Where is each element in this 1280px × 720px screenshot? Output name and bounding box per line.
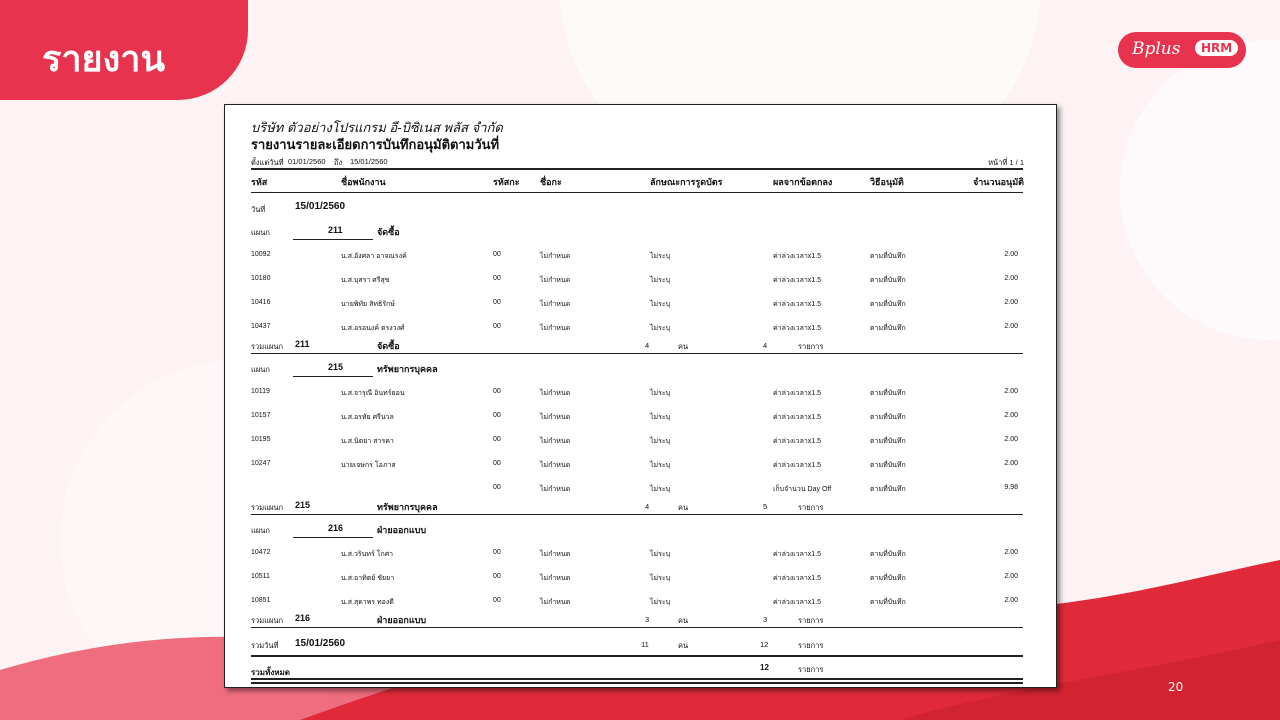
grand-rule-1: [251, 678, 1023, 680]
table-cell: ตามที่บันทึก: [870, 599, 906, 606]
dept-sum-items: 5: [763, 502, 768, 511]
column-header: ลักษณะการรูดบัตร: [650, 177, 723, 187]
logo-script-text: Bplus: [1132, 39, 1181, 59]
dept-sum-name: จัดซื้อ: [377, 341, 400, 351]
unit-person: คน: [678, 641, 689, 650]
column-header: วิธีอนุมัติ: [870, 177, 904, 187]
dept-label: แผนก: [251, 228, 270, 237]
table-cell: 00: [493, 251, 501, 258]
table-cell: ไม่ระบุ: [650, 325, 671, 332]
unit-item: รายการ: [798, 641, 824, 650]
table-cell: 2.00: [1004, 388, 1018, 395]
table-cell: ค่าล่วงเวลาx1.5: [773, 301, 822, 308]
table-cell: ตามที่บันทึก: [870, 325, 906, 332]
company-name: บริษัท ตัวอย่างโปรแกรม อี-บิซิเนส พลัส จำกัด: [251, 120, 503, 135]
table-cell: ตามที่บันทึก: [870, 462, 906, 469]
table-cell: นายเจษกร โอภาส: [341, 462, 396, 469]
table-cell: ไม่ระบุ: [650, 414, 671, 421]
column-header: จำนวนอนุมัติ: [972, 177, 1024, 187]
dept-sum-persons: 3: [645, 615, 650, 624]
table-cell: ค่าล่วงเวลาx1.5: [773, 390, 822, 397]
table-cell: น.ส.สุดาพร ทองดี: [341, 599, 394, 606]
unit-person: คน: [678, 342, 689, 351]
table-cell: น.ส.อังศลา อาจณรงค์: [341, 253, 407, 260]
dept-underline: [293, 537, 373, 538]
table-cell: ไม่กำหนด: [540, 301, 571, 308]
dept-sum-persons: 4: [645, 502, 650, 511]
table-cell: ไม่ระบุ: [650, 253, 671, 260]
table-cell: ไม่กำหนด: [540, 551, 571, 558]
table-cell: น.ส.วรินทร์ โกศา: [341, 551, 394, 558]
table-cell: ค่าล่วงเวลาx1.5: [773, 599, 822, 606]
table-cell: 10437: [251, 323, 271, 330]
table-cell: ค่าล่วงเวลาx1.5: [773, 575, 822, 582]
dept-sum-rule: [251, 627, 1023, 628]
table-cell: ค่าล่วงเวลาx1.5: [773, 325, 822, 332]
column-header: รหัสกะ: [493, 177, 520, 187]
dept-sum-items: 4: [763, 341, 768, 350]
logo-badge: HRM: [1195, 40, 1238, 56]
table-cell: 10119: [251, 388, 270, 395]
table-cell: 10195: [251, 436, 271, 443]
dept-sum-name: ฝ่ายออกแบบ: [377, 615, 427, 625]
date-label: วันที่: [251, 205, 266, 214]
table-cell: ค่าล่วงเวลาx1.5: [773, 414, 822, 421]
table-cell: น.ส.บุสรา ศรีสุข: [341, 277, 390, 284]
table-cell: ไม่กำหนด: [540, 277, 571, 284]
table-cell: 00: [493, 597, 501, 604]
column-header: ผลจากข้อตกลง: [773, 177, 833, 187]
table-cell: 00: [493, 412, 501, 419]
table-cell: 2.00: [1004, 573, 1018, 580]
report-title: รายงานรายละเอียดการบันทึกอนุมัติตามวันที่: [251, 137, 500, 152]
table-cell: น.ส.อรทัย ศรีนวล: [341, 414, 394, 421]
dept-underline: [293, 376, 373, 377]
grand-rule-2: [251, 682, 1023, 684]
table-cell: ไม่กำหนด: [540, 462, 571, 469]
table-cell: ไม่ระบุ: [650, 462, 671, 469]
dept-sum-code: 216: [295, 613, 311, 623]
grand-total-label: รวมทั้งหมด: [251, 668, 290, 677]
dept-code: 215: [328, 362, 344, 372]
table-cell: ตามที่บันทึก: [870, 575, 906, 582]
dept-name: จัดซื้อ: [377, 227, 400, 237]
table-cell: ไม่ระบุ: [650, 575, 671, 582]
unit-item: รายการ: [798, 616, 824, 625]
date-sum-rule: [251, 655, 1023, 657]
table-cell: ไม่กำหนด: [540, 599, 571, 606]
date-sum-items: 12: [760, 640, 769, 649]
dept-sum-items: 3: [763, 615, 768, 624]
table-cell: 00: [493, 436, 501, 443]
background-circle: [1120, 40, 1280, 340]
to-label: ถึง: [334, 158, 343, 167]
table-cell: น.ส.อรอนงค์ ตรงวงศ์: [341, 325, 405, 332]
table-cell: 00: [493, 275, 501, 282]
dept-sum-persons: 4: [645, 341, 650, 350]
table-cell: น.ส.อาทิตย์ ชัยยา: [341, 575, 395, 582]
table-cell: ไม่กำหนด: [540, 438, 571, 445]
table-cell: 10092: [251, 251, 271, 258]
dept-sum-rule: [251, 514, 1023, 515]
table-cell: ตามที่บันทึก: [870, 486, 906, 493]
table-cell: ไม่กำหนด: [540, 325, 571, 332]
table-cell: เก็บจำนวน Day Off: [773, 486, 832, 493]
dept-underline: [293, 239, 373, 240]
table-cell: ค่าล่วงเวลาx1.5: [773, 277, 822, 284]
table-cell: 00: [493, 460, 501, 467]
table-cell: 10180: [251, 275, 271, 282]
table-cell: ค่าล่วงเวลาx1.5: [773, 253, 822, 260]
table-cell: 2.00: [1004, 299, 1018, 306]
table-cell: ตามที่บันทึก: [870, 277, 906, 284]
table-cell: ไม่กำหนด: [540, 253, 571, 260]
column-header: ชื่อกะ: [540, 177, 562, 187]
table-cell: 10851: [251, 597, 271, 604]
unit-item: รายการ: [798, 503, 824, 512]
date-sum-label: รวมวันที่: [251, 641, 279, 650]
table-cell: ตามที่บันทึก: [870, 253, 906, 260]
table-cell: 2.00: [1004, 597, 1018, 604]
unit-person: คน: [678, 616, 689, 625]
slide-title: รายงาน: [42, 39, 166, 80]
table-cell: ไม่กำหนด: [540, 414, 571, 421]
table-cell: ไม่ระบุ: [650, 390, 671, 397]
date-sum-value: 15/01/2560: [295, 638, 346, 649]
dept-name: ทรัพยากรบุคคล: [377, 364, 438, 374]
dept-sum-rule: [251, 353, 1023, 354]
slide-page-number: 20: [1168, 680, 1184, 694]
column-header: รหัส: [251, 177, 268, 187]
dept-code: 211: [328, 225, 343, 235]
header-top-rule: [251, 168, 1023, 170]
table-cell: ไม่ระบุ: [650, 599, 671, 606]
table-cell: 2.00: [1004, 460, 1018, 467]
table-cell: 10247: [251, 460, 271, 467]
table-cell: ไม่กำหนด: [540, 390, 571, 397]
table-cell: 00: [493, 323, 501, 330]
dept-sum-label: รวมแผนก: [251, 342, 284, 351]
table-cell: 2.00: [1004, 323, 1018, 330]
table-cell: 00: [493, 299, 501, 306]
table-cell: 10472: [251, 549, 271, 556]
table-cell: ไม่กำหนด: [540, 486, 571, 493]
dept-sum-name: ทรัพยากรบุคคล: [377, 502, 438, 512]
date-from: 01/01/2560: [288, 157, 326, 166]
header-bottom-rule: [251, 192, 1023, 193]
table-cell: 2.00: [1004, 436, 1018, 443]
table-cell: ค่าล่วงเวลาx1.5: [773, 438, 822, 445]
page-info: หน้าที่ 1 / 1: [988, 158, 1024, 167]
dept-label: แผนก: [251, 365, 270, 374]
dept-code: 216: [328, 523, 344, 533]
table-cell: ไม่ระบุ: [650, 486, 671, 493]
dept-sum-label: รวมแผนก: [251, 503, 284, 512]
unit-item: รายการ: [798, 342, 824, 351]
table-cell: ไม่ระบุ: [650, 277, 671, 284]
table-cell: นายพิทัย สิทธิรักษ์: [341, 301, 395, 308]
dept-name: ฝ่ายออกแบบ: [377, 525, 427, 535]
table-cell: 9.98: [1004, 484, 1018, 491]
table-cell: ไม่ระบุ: [650, 301, 671, 308]
date-to: 15/01/2560: [350, 157, 388, 166]
column-header: ชื่อพนักงาน: [341, 177, 386, 187]
table-cell: น.ส.จารุณี อินทร์ยอน: [341, 390, 405, 397]
table-cell: ค่าล่วงเวลาx1.5: [773, 551, 822, 558]
table-cell: 00: [493, 549, 501, 556]
dept-sum-code: 211: [295, 339, 310, 349]
table-cell: 00: [493, 484, 501, 491]
unit-item: รายการ: [798, 665, 824, 674]
table-cell: 00: [493, 573, 501, 580]
date-value: 15/01/2560: [295, 201, 346, 212]
bplus-hrm-logo: [1118, 32, 1246, 68]
table-cell: ไม่ระบุ: [650, 438, 671, 445]
table-cell: 2.00: [1004, 251, 1018, 258]
date-sum-persons: 11: [641, 640, 649, 649]
dept-sum-label: รวมแผนก: [251, 616, 284, 625]
table-cell: ตามที่บันทึก: [870, 390, 906, 397]
report-document: [224, 104, 1057, 688]
table-cell: ค่าล่วงเวลาx1.5: [773, 462, 822, 469]
dept-sum-code: 215: [295, 500, 311, 510]
table-cell: 2.00: [1004, 412, 1018, 419]
table-cell: ตามที่บันทึก: [870, 551, 906, 558]
dept-label: แผนก: [251, 526, 270, 535]
table-cell: 10157: [251, 412, 271, 419]
grand-total-items: 12: [760, 663, 769, 672]
table-cell: ไม่กำหนด: [540, 575, 571, 582]
table-cell: 10511: [251, 573, 270, 580]
table-cell: ตามที่บันทึก: [870, 301, 906, 308]
table-cell: ตามที่บันทึก: [870, 438, 906, 445]
table-cell: 2.00: [1004, 275, 1018, 282]
range-label: ตั้งแต่วันที่: [251, 158, 284, 167]
unit-person: คน: [678, 503, 689, 512]
table-cell: น.ส.นิตยา สารคา: [341, 438, 394, 445]
table-cell: ไม่ระบุ: [650, 551, 671, 558]
slide-title-tab: [0, 0, 248, 100]
table-cell: 10416: [251, 299, 271, 306]
table-cell: 00: [493, 388, 501, 395]
table-cell: ตามที่บันทึก: [870, 414, 906, 421]
table-cell: 2.00: [1004, 549, 1018, 556]
